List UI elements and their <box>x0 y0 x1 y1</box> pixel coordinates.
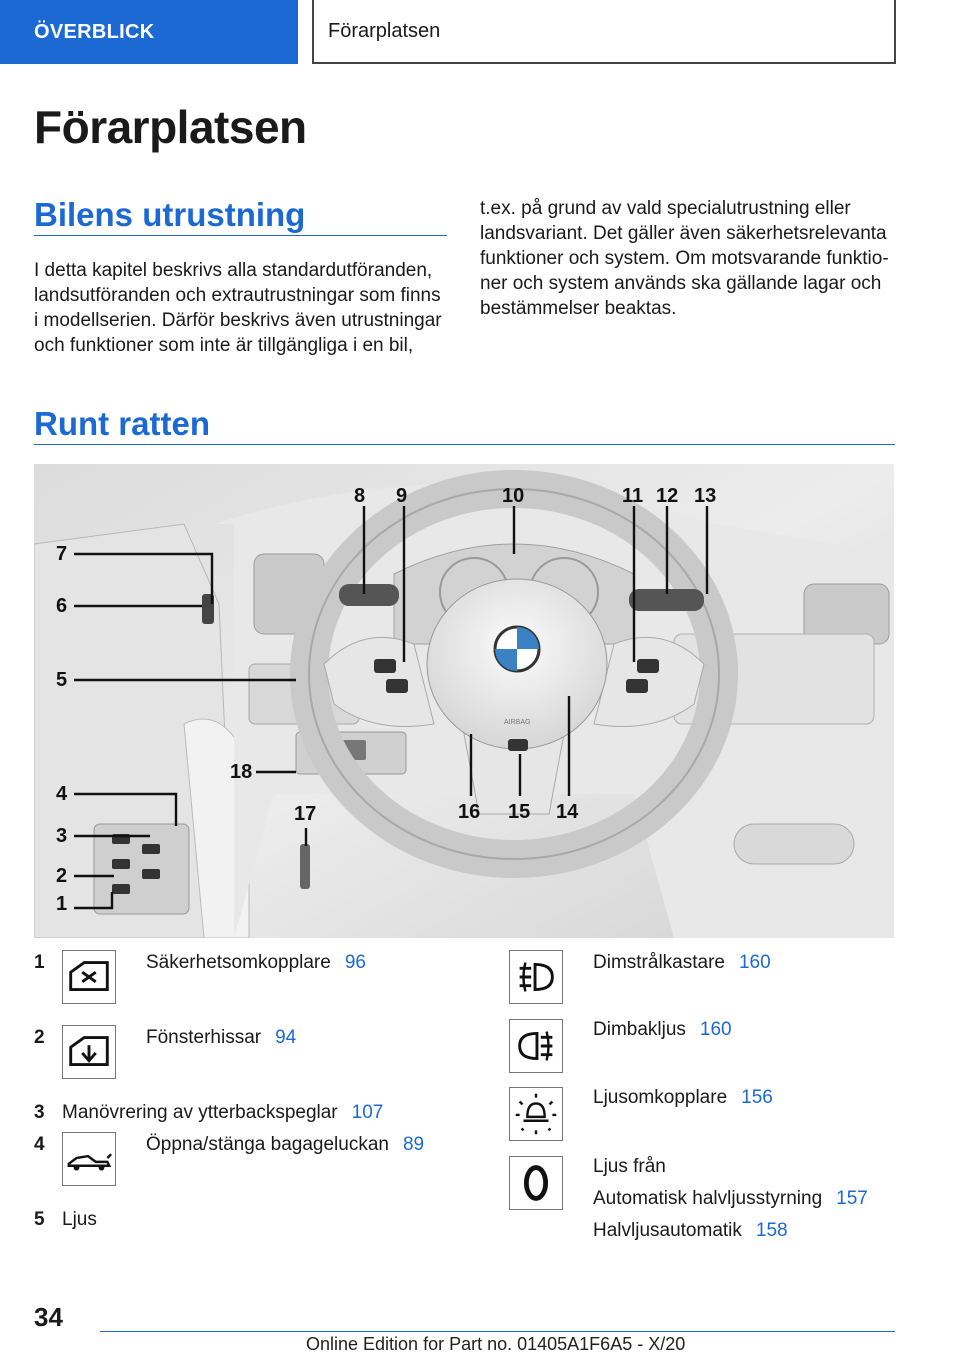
equipment-text-col2 <box>480 196 889 321</box>
callout-1: 1 <box>56 893 68 915</box>
callout-13: 13 <box>694 485 717 507</box>
section-rule <box>34 235 447 236</box>
legend-item <box>593 1087 773 1109</box>
rear-fog-light-icon <box>509 1019 563 1073</box>
page-link[interactable]: 94 <box>275 1027 297 1048</box>
light-switch-icon <box>509 1087 563 1141</box>
section-title-steering-wheel: Runt ratten <box>34 405 210 442</box>
callout-9: 9 <box>396 485 408 507</box>
page-link[interactable]: 157 <box>836 1188 868 1209</box>
text-line: I detta kapitel beskrivs alla standardutföranden, <box>34 260 433 281</box>
legend-label: Ljus från <box>593 1156 666 1177</box>
text-line: ner och system används ska gällande lagar och <box>480 273 882 294</box>
page-link[interactable]: 89 <box>402 1134 425 1155</box>
footer-rule <box>100 1331 895 1332</box>
page-number: 34 <box>34 1302 63 1332</box>
callout-11: 11 <box>622 485 644 507</box>
section-title-equipment: Bilens utrustning <box>34 196 306 233</box>
callout-2: 2 <box>56 865 68 887</box>
legend-item <box>62 1102 383 1124</box>
callout-16: 16 <box>458 801 481 823</box>
equipment-text-col1 <box>34 258 442 358</box>
callout-10: 10 <box>502 485 525 507</box>
legend-number: 5 <box>34 1209 45 1230</box>
airbag-mark: AIRBAG <box>504 719 531 726</box>
callout-3: 3 <box>56 825 68 847</box>
legend-item <box>146 1027 296 1049</box>
legend-label: Säkerhetsomkopplare <box>146 952 331 973</box>
section-tab[interactable]: ÖVERBLICK <box>0 0 298 64</box>
section-rule <box>34 444 895 445</box>
text-line: t.ex. på grund av vald specialutrustning eller <box>480 198 851 219</box>
legend-item <box>593 952 771 974</box>
front-fog-light-icon <box>509 950 563 1004</box>
text-line: funktioner och system. Om motsvarande funktio- <box>480 248 889 269</box>
callout-17: 17 <box>294 803 317 825</box>
footer-edition: Online Edition for Part no. 01405A1F6A5 - X/20 <box>306 1334 686 1354</box>
text-line: landsutföranden och extrautrustningar som finns <box>34 285 441 306</box>
legend-number: 2 <box>34 1027 45 1048</box>
page-link[interactable]: 158 <box>755 1220 788 1241</box>
callout-7: 7 <box>56 543 68 565</box>
legend-label: Dimstrålkastare <box>593 952 725 973</box>
legend-number: 1 <box>34 952 45 973</box>
legend-subitem <box>593 1188 868 1210</box>
legend-item <box>593 1156 666 1178</box>
callout-5: 5 <box>56 669 68 691</box>
window-safety-switch-icon <box>62 950 116 1004</box>
legend-item <box>593 1019 732 1041</box>
legend-label: Ljusomkopplare <box>593 1087 728 1108</box>
page-link[interactable]: 160 <box>738 952 771 973</box>
legend-label: Dimbakljus <box>593 1019 686 1040</box>
text-line: i modellserien. Därför beskrivs även utrustningar <box>34 310 442 331</box>
callout-12: 12 <box>656 485 679 507</box>
callout-6: 6 <box>56 595 68 617</box>
legend-label: Öppna/stänga bagageluckan <box>146 1134 389 1155</box>
legend-number: 4 <box>34 1134 45 1155</box>
page-link[interactable]: 107 <box>351 1102 384 1123</box>
text-line: bestämmelser beaktas. <box>480 298 677 319</box>
legend-subitem <box>593 1220 788 1242</box>
zero-position-icon <box>509 1156 563 1210</box>
legend-item <box>146 952 366 974</box>
tailgate-icon <box>62 1132 116 1186</box>
legend-label: Ljus <box>62 1209 97 1230</box>
text-line: och funktioner som inte är tillgängliga i en bil, <box>34 335 414 356</box>
legend-label: Fönsterhissar <box>146 1027 262 1048</box>
page-link[interactable]: 160 <box>699 1019 732 1040</box>
legend-number: 3 <box>34 1102 45 1123</box>
legend-label: Manövrering av ytterbackspeglar <box>62 1102 338 1123</box>
page-link[interactable]: 96 <box>344 952 366 973</box>
legend-label: Halvljusautomatik <box>593 1220 742 1241</box>
legend-label: Automatisk halvljusstyrning <box>593 1188 823 1209</box>
callout-4: 4 <box>56 783 68 805</box>
page-title: Förarplatsen <box>34 101 307 153</box>
text-line: landsvariant. Det gäller även säkerhetsrelevanta <box>480 223 887 244</box>
callout-8: 8 <box>354 485 366 507</box>
power-window-icon <box>62 1025 116 1079</box>
callout-15: 15 <box>508 801 531 823</box>
callout-14: 14 <box>556 801 579 823</box>
legend-item <box>146 1134 424 1156</box>
callout-18: 18 <box>230 761 253 783</box>
chapter-tab[interactable]: Förarplatsen <box>312 0 896 64</box>
legend-item <box>62 1209 97 1231</box>
steering-wheel-illustration <box>34 464 894 938</box>
page-link[interactable]: 156 <box>741 1087 773 1108</box>
